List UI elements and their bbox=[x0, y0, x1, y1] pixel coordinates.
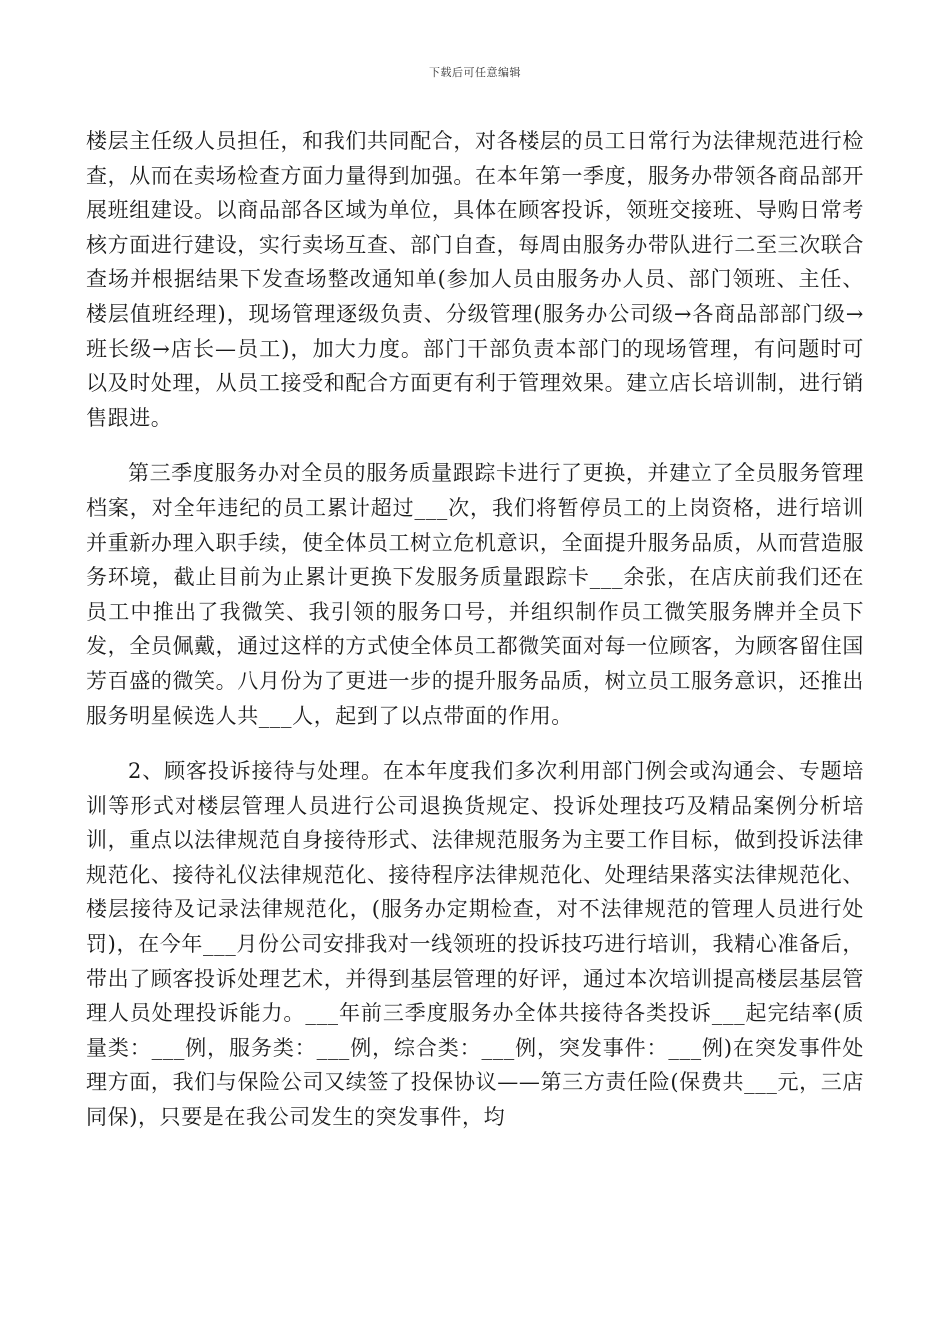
paragraph-3: 2、顾客投诉接待与处理。在本年度我们多次利用部门例会或沟通会、专题培训等形式对楼层管理人员进行公司退换货规定、投诉处理技巧及精品案例分析培训，重点以法律规范自身接待形式、法律规范服务为主要工作目标，做到投诉法律规范化、接待礼仪法律规范化、接待程序法律规范化、处理结果落实法律规范化、楼层接待及记录法律规范化，(服务办定期检查，对不法律规范的管理人员进行处罚)，在今年___月份公司安排我对一线领班的投诉技巧进行培训，我精心准备后，带出了顾客投诉处理艺术，并得到基层管理的好评，通过本次培训提高楼层基层管理人员处理投诉能力。___年前三季度服务办全体共接待各类投诉___起完结率(质量类：___例，服务类：___例，综合类：___例，突发事件：___例)在突发事件处理方面，我们与保险公司又续签了投保协议——第三方责任险(保费共___元，三店同保)，只要是在我公司发生的突发事件，均 bbox=[86, 759, 864, 1130]
document-body bbox=[86, 124, 864, 1135]
page-header: 下载后可任意编辑 bbox=[429, 66, 521, 79]
paragraph-2: 第三季度服务办对全员的服务质量跟踪卡进行了更换，并建立了全员服务管理档案，对全年违纪的员工累计超过___次，我们将暂停员工的上岗资格，进行培训并重新办理入职手续，使全体员工树立危机意识，全面提升服务品质，从而营造服务环境，截止目前为止累计更换下发服务质量跟踪卡___余张，在店庆前我们还在员工中推出了我微笑、我引领的服务口号，并组织制作员工微笑服务牌并全员下发，全员佩戴，通过这样的方式使全体员工都微笑面对每一位顾客，为顾客留住国芳百盛的微笑。八月份为了更进一步的提升服务品质，树立员工服务意识，还推出服务明星候选人共___人，起到了以点带面的作用。 bbox=[86, 461, 864, 728]
paragraph-1: 楼层主任级人员担任，和我们共同配合，对各楼层的员工日常行为法律规范进行检查，从而在卖场检查方面力量得到加强。在本年第一季度，服务办带领各商品部开展班组建设。以商品部各区域为单位，具体在顾客投诉，领班交接班、导购日常考核方面进行建设，实行卖场互查、部门自查，每周由服务办带队进行二至三次联合查场并根据结果下发查场整改通知单(参加人员由服务办人员、部门领班、主任、楼层值班经理)，现场管理逐级负责、分级管理(服务办公司级→各商品部部门级→班长级→店长—员工)，加大力度。部门干部负责本部门的现场管理，有问题时可以及时处理，从员工接受和配合方面更有利于管理效果。建立店长培训制，进行销售跟进。 bbox=[86, 129, 864, 430]
